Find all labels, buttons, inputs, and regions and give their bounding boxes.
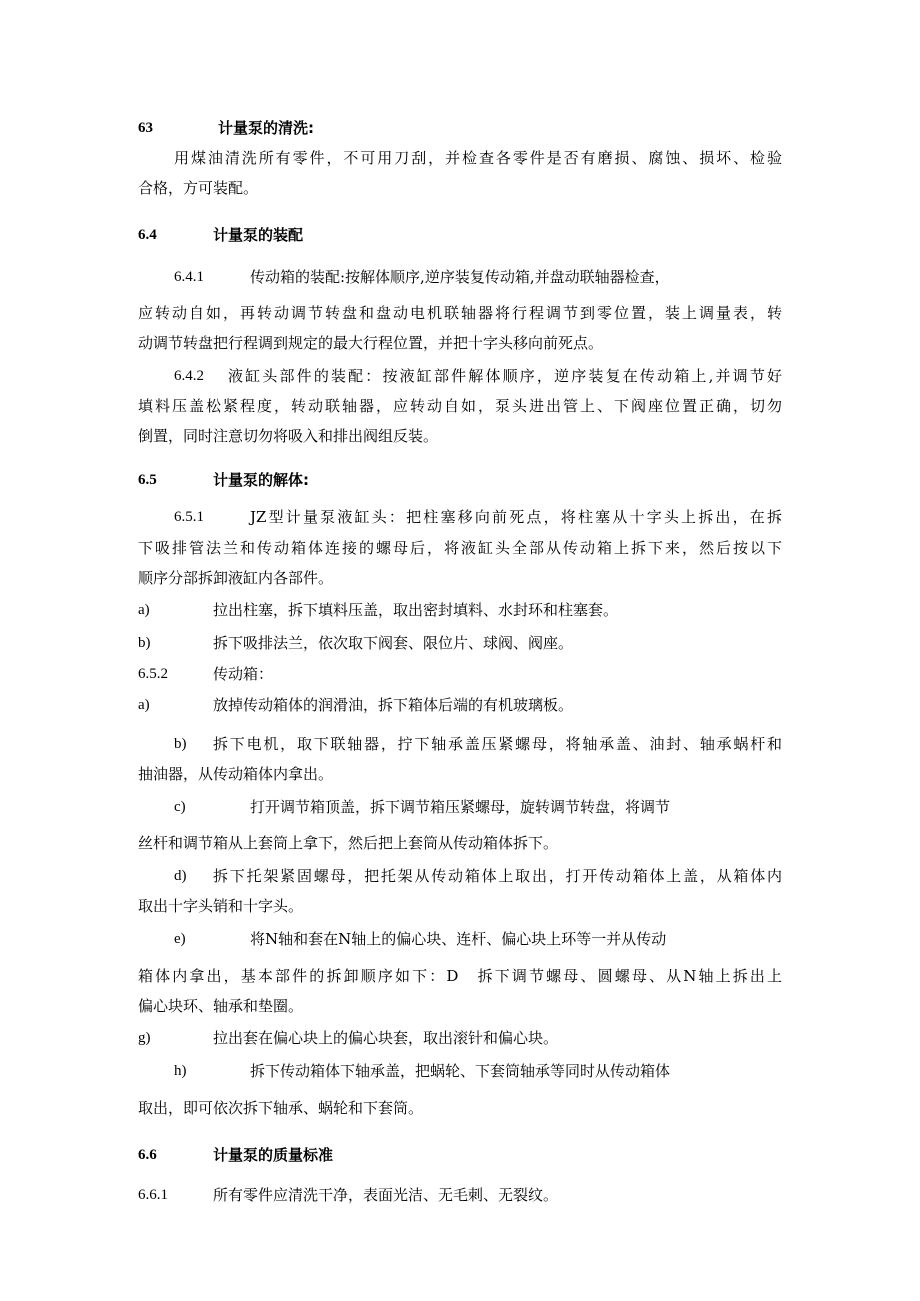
- paragraph-line: 拆下托架紧固螺母，把托架从传动箱体上取出，打开传动箱体上盖，从箱体内: [213, 867, 782, 885]
- list-label: b): [138, 635, 151, 651]
- list-item: 拉出套在偏心块上的偏心块套，取出滚针和偏心块。: [213, 1029, 559, 1047]
- list-label: b): [174, 736, 187, 752]
- paragraph-line: 打开调节箱顶盖，拆下调节箱压紧螺母，旋转调节转盘，将调节: [250, 798, 671, 816]
- paragraph-line: 下吸排管法兰和传动箱体连接的螺母后，将液缸头全部从传动箱上拆下来，然后按以下: [138, 539, 782, 557]
- list-label: a): [138, 697, 150, 713]
- list-label: c): [174, 799, 186, 815]
- list-item: 传动箱：: [213, 665, 274, 683]
- paragraph-line: 抽油器，从传动箱体内拿出。: [138, 765, 334, 783]
- paragraph-line: 顺序分部拆卸液缸内各部件。: [138, 569, 334, 587]
- list-label: d): [174, 868, 187, 884]
- item-number: 6.5.1: [174, 509, 204, 525]
- item-number: 6.5.2: [138, 666, 168, 682]
- item-number: 6.6.1: [138, 1187, 168, 1203]
- paragraph-line: 液缸头部件的装配：按液缸部件解体顺序，逆序装复在传动箱上,并调节好: [228, 367, 782, 385]
- item-number: 6.4.1: [174, 269, 204, 285]
- section-title: 计量泵的解体:: [213, 471, 309, 489]
- paragraph-line: 填料压盖松紧程度，转动联轴器，应转动自如，泵头进出管上、下阀座位置正确，切勿: [138, 397, 782, 415]
- paragraph-line: 用煤油清洗所有零件，不可用刀刮，并检查各零件是否有磨损、腐蚀、损坏、检验: [174, 149, 782, 167]
- list-item: 拆下吸排法兰，依次取下阀套、限位片、球阀、阀座。: [213, 634, 574, 652]
- list-label: a): [138, 602, 150, 618]
- paragraph-line: 倒置，同时注意切勿将吸入和排出阀组反装。: [138, 427, 439, 445]
- paragraph-line: 取出，即可依次拆下轴承、蜗轮和下套筒。: [138, 1099, 424, 1117]
- list-item: 放掉传动箱体的润滑油，拆下箱体后端的有机玻璃板。: [213, 696, 574, 714]
- paragraph-line: 应转动自如，再转动调节转盘和盘动电机联轴器将行程调节到零位置，装上调量表，转: [138, 304, 782, 322]
- list-item: 拉出柱塞，拆下填料压盖，取出密封填料、水封环和柱塞套。: [213, 601, 619, 619]
- paragraph-line: JZ型计量泵液缸头：把柱塞移向前死点，将柱塞从十字头上拆出，在拆: [250, 508, 782, 526]
- section-title: 计量泵的清洗:: [218, 119, 314, 137]
- list-label: g): [138, 1030, 151, 1046]
- list-item: 所有零件应清洗干净，表面光洁、无毛刺、无裂纹。: [213, 1186, 559, 1204]
- section-number: 6.5: [138, 472, 157, 488]
- paragraph-line: 将N轴和套在N轴上的偏心块、连杆、偏心块上环等一并从传动: [250, 930, 667, 948]
- paragraph-line: 偏心块环、轴承和垫圈。: [138, 997, 304, 1015]
- paragraph-line: 动调节转盘把行程调到规定的最大行程位置，并把十字头移向前死点。: [138, 334, 604, 352]
- paragraph-line: 取出十字头销和十字头。: [138, 897, 304, 915]
- paragraph-line: 合格，方可装配。: [138, 179, 259, 197]
- paragraph-line: 拆下传动箱体下轴承盖，把蜗轮、下套筒轴承等同时从传动箱体: [250, 1062, 671, 1080]
- list-label: e): [174, 931, 186, 947]
- paragraph-line: 传动箱的装配:按解体顺序,逆序装复传动箱,并盘动联轴器检查，: [250, 268, 670, 286]
- paragraph-line: 拆下电机，取下联轴器，拧下轴承盖压紧螺母，将轴承盖、油封、轴承蜗杆和: [213, 735, 782, 753]
- paragraph-line: 丝杆和调节箱从上套筒上拿下，然后把上套筒从传动箱体拆下。: [138, 834, 559, 852]
- list-label: h): [174, 1063, 187, 1079]
- section-title: 计量泵的质量标准: [213, 1146, 334, 1164]
- item-number: 6.4.2: [174, 368, 204, 384]
- section-number: 6.4: [138, 227, 157, 243]
- section-number: 6.6: [138, 1147, 157, 1163]
- section-number: 63: [138, 120, 153, 136]
- section-title: 计量泵的装配: [213, 226, 304, 244]
- paragraph-line: 箱体内拿出，基本部件的拆卸顺序如下：D 拆下调节螺母、圆螺母、从N轴上拆出上: [138, 967, 782, 985]
